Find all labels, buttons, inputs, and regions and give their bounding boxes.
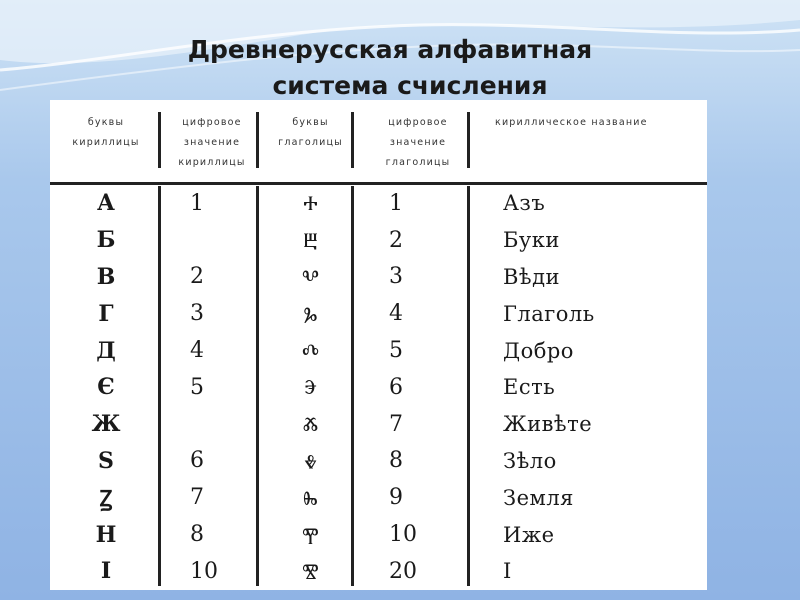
header-text: глаголицы: [385, 157, 451, 168]
glagolitic-value-cell: 2: [389, 227, 403, 253]
table-row: [50, 332, 707, 369]
glagolitic-value-cell: 6: [389, 374, 403, 400]
glagolitic-value-cell: 7: [389, 411, 403, 437]
cyrillic-name-cell: Азъ: [503, 191, 546, 216]
cyrillic-letter-cell: Ꙁ: [99, 485, 113, 512]
cyrillic-value-cell: 10: [190, 558, 218, 584]
glagolitic-value-cell: 5: [389, 338, 403, 364]
glagolitic-letter-cell: Ⰷ: [303, 448, 318, 473]
table-row: [50, 222, 707, 259]
cyrillic-name-cell: Есть: [503, 375, 556, 400]
table-header-row: [50, 100, 707, 184]
glagolitic-letter-cell: Ⰰ: [303, 191, 318, 216]
glagolitic-letter-cell: Ⰲ: [301, 264, 320, 289]
cyrillic-name-cell: Иже: [503, 522, 555, 547]
slide-title-line1: Древнерусская алфавитная: [187, 35, 593, 64]
table-row: [50, 516, 707, 553]
header-cyrillic-name: [477, 100, 707, 184]
cyrillic-value-cell: 7: [190, 485, 204, 511]
cyrillic-name-cell: Вѣди: [503, 264, 561, 289]
glagolitic-letter-cell: Ⰴ: [301, 338, 320, 363]
cyrillic-name-cell: І: [503, 559, 512, 584]
header-text: цифровое: [182, 117, 242, 128]
glagolitic-letter-cell: Ⰶ: [302, 412, 319, 437]
column-divider: [351, 112, 354, 168]
table-row: [50, 479, 707, 516]
column-divider: [256, 112, 259, 168]
cyrillic-letter-cell: Г: [98, 300, 114, 327]
table-row: [50, 295, 707, 332]
cyrillic-letter-cell: Ѕ: [98, 447, 114, 474]
cyrillic-value-cell: 6: [190, 448, 204, 474]
column-divider: [467, 186, 470, 586]
header-text: кириллическое название: [495, 117, 648, 128]
cyrillic-letter-cell: Н: [95, 521, 117, 548]
slide-title: [0, 32, 800, 104]
column-divider: [351, 186, 354, 586]
header-text: кириллицы: [72, 137, 140, 148]
cyrillic-value-cell: 8: [190, 522, 204, 548]
table-row: [50, 259, 707, 296]
cyrillic-value-cell: 2: [190, 264, 204, 290]
glagolitic-value-cell: 9: [389, 485, 403, 511]
cyrillic-name-cell: Буки: [503, 228, 560, 253]
glagolitic-value-cell: 8: [389, 448, 403, 474]
glagolitic-value-cell: 4: [389, 301, 403, 327]
glagolitic-value-cell: 20: [389, 558, 417, 584]
cyrillic-value-cell: 3: [190, 301, 204, 327]
numeral-table: [50, 100, 707, 590]
numeral-table-sheet: [50, 100, 707, 590]
cyrillic-letter-cell: Ж: [91, 411, 121, 438]
cyrillic-name-cell: Живѣте: [503, 412, 593, 437]
table-row: [50, 406, 707, 443]
glagolitic-letter-cell: Ⰳ: [303, 301, 318, 326]
cyrillic-value-cell: 1: [190, 190, 204, 216]
header-cyrillic-value: [162, 100, 262, 184]
glagolitic-value-cell: 10: [389, 522, 417, 548]
header-text: буквы: [292, 117, 329, 128]
column-divider: [467, 112, 470, 168]
header-cyrillic-letters: [50, 100, 162, 184]
table-row: [50, 369, 707, 406]
column-divider: [256, 186, 259, 586]
cyrillic-letter-cell: А: [97, 190, 115, 217]
glagolitic-letter-cell: Ⰸ: [303, 485, 318, 510]
header-text: значение: [389, 137, 447, 148]
glagolitic-letter-cell: Ⰹ: [302, 522, 319, 547]
cyrillic-name-cell: Земля: [503, 485, 574, 510]
column-divider: [158, 186, 161, 586]
glagolitic-letter-cell: Ⰱ: [303, 228, 318, 253]
glagolitic-letter-cell: Ⰵ: [304, 375, 317, 400]
cyrillic-value-cell: [162, 406, 262, 443]
header-glagolitic-value: [359, 100, 477, 184]
cyrillic-letter-cell: Д: [96, 337, 116, 364]
cyrillic-letter-cell: І: [100, 558, 112, 585]
header-glagolitic-letters: [262, 100, 359, 184]
cyrillic-value-cell: 4: [190, 338, 204, 364]
cyrillic-letter-cell: Б: [96, 227, 116, 254]
glagolitic-letter-cell: Ⰺ: [302, 559, 319, 584]
cyrillic-name-cell: Добро: [503, 338, 574, 363]
table-row: [50, 553, 707, 590]
cyrillic-letter-cell: В: [96, 263, 116, 290]
cyrillic-name-cell: Глаголь: [503, 301, 595, 326]
header-text: кириллицы: [178, 157, 246, 168]
table-row: [50, 184, 707, 222]
header-text: буквы: [87, 117, 125, 128]
cyrillic-name-cell: Зѣло: [503, 448, 557, 473]
glagolitic-value-cell: 1: [389, 190, 403, 216]
glagolitic-value-cell: 3: [389, 264, 403, 290]
header-text: значение: [183, 137, 241, 148]
header-text: глаголицы: [278, 137, 343, 148]
cyrillic-letter-cell: Є: [97, 374, 115, 401]
column-divider: [158, 112, 161, 168]
cyrillic-value-cell: 5: [190, 374, 204, 400]
slide-title-line2: система счисления: [272, 71, 548, 100]
cyrillic-value-cell: [162, 222, 262, 259]
header-text: цифровое: [388, 117, 448, 128]
table-row: [50, 443, 707, 480]
